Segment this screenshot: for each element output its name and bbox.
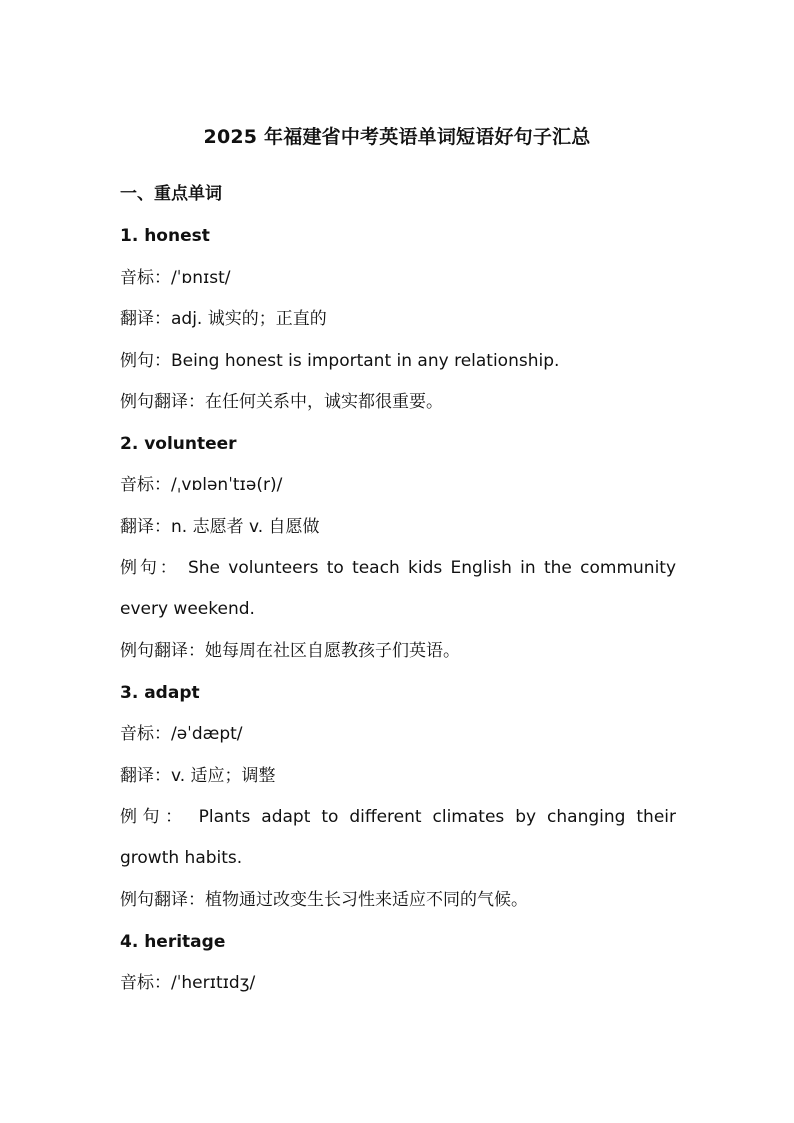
phonetic-label: 音标： — [120, 475, 171, 495]
translation-label: 翻译： — [120, 309, 171, 329]
word-entry-volunteer — [120, 431, 676, 680]
example-translation-value: 植物通过改变生长习性来适应不同的气候。 — [205, 890, 528, 910]
example-translation-value: 在任何关系中，诚实都很重要。 — [205, 392, 443, 412]
phonetic-label: 音标： — [120, 724, 171, 744]
word-entry-heritage — [120, 929, 676, 1012]
translation-line — [120, 306, 676, 348]
example-translation-label: 例句翻译： — [120, 392, 205, 412]
example-translation-value: 她每周在社区自愿教孩子们英语。 — [205, 641, 460, 661]
example-line — [120, 348, 676, 390]
example-line — [120, 797, 676, 880]
example-translation-line — [120, 389, 676, 431]
word-heading: 2. volunteer — [120, 433, 237, 454]
example-translation-line — [120, 638, 676, 680]
phonetic-value: /ˈɒnɪst/ — [171, 267, 231, 288]
phonetic-label: 音标： — [120, 973, 171, 993]
word-heading: 3. adapt — [120, 682, 200, 703]
word-heading: 4. heritage — [120, 931, 226, 952]
translation-value: v. 适应；调整 — [171, 765, 276, 786]
translation-value: n. 志愿者 v. 自愿做 — [171, 516, 320, 537]
example-translation-label: 例句翻译： — [120, 890, 205, 910]
example-value: Plants adapt to different climates by changing their growth habits. — [120, 806, 677, 868]
phonetic-line — [120, 265, 676, 307]
example-label: 例句： — [120, 557, 180, 578]
word-entry-adapt — [120, 680, 676, 929]
phonetic-label: 音标： — [120, 267, 171, 288]
phonetic-value: /ˈherɪtɪdʒ/ — [171, 973, 256, 993]
phonetic-line — [120, 721, 676, 763]
document-title: 2025 年福建省中考英语单词短语好句子汇总 — [203, 126, 591, 148]
example-value: She volunteers to teach kids English in the community every weekend. — [120, 557, 677, 619]
example-label: 例句： — [120, 806, 188, 827]
phonetic-line — [120, 472, 676, 514]
section-heading: 一、重点单词 — [120, 184, 222, 204]
example-translation-label: 例句翻译： — [120, 641, 205, 661]
phonetic-line — [120, 970, 676, 1012]
word-heading: 1. honest — [120, 226, 210, 246]
translation-value: adj. 诚实的；正直的 — [171, 309, 327, 329]
translation-label: 翻译： — [120, 765, 171, 786]
translation-label: 翻译： — [120, 516, 171, 537]
word-entry-honest — [120, 223, 676, 431]
document-body — [120, 181, 676, 1012]
example-translation-line — [120, 887, 676, 929]
example-label: 例句： — [120, 350, 171, 371]
phonetic-value: /ˌvɒlənˈtɪə(r)/ — [171, 475, 283, 495]
example-line — [120, 548, 676, 631]
example-value: Being honest is important in any relationship. — [171, 350, 560, 371]
phonetic-value: /əˈdæpt/ — [171, 724, 243, 744]
